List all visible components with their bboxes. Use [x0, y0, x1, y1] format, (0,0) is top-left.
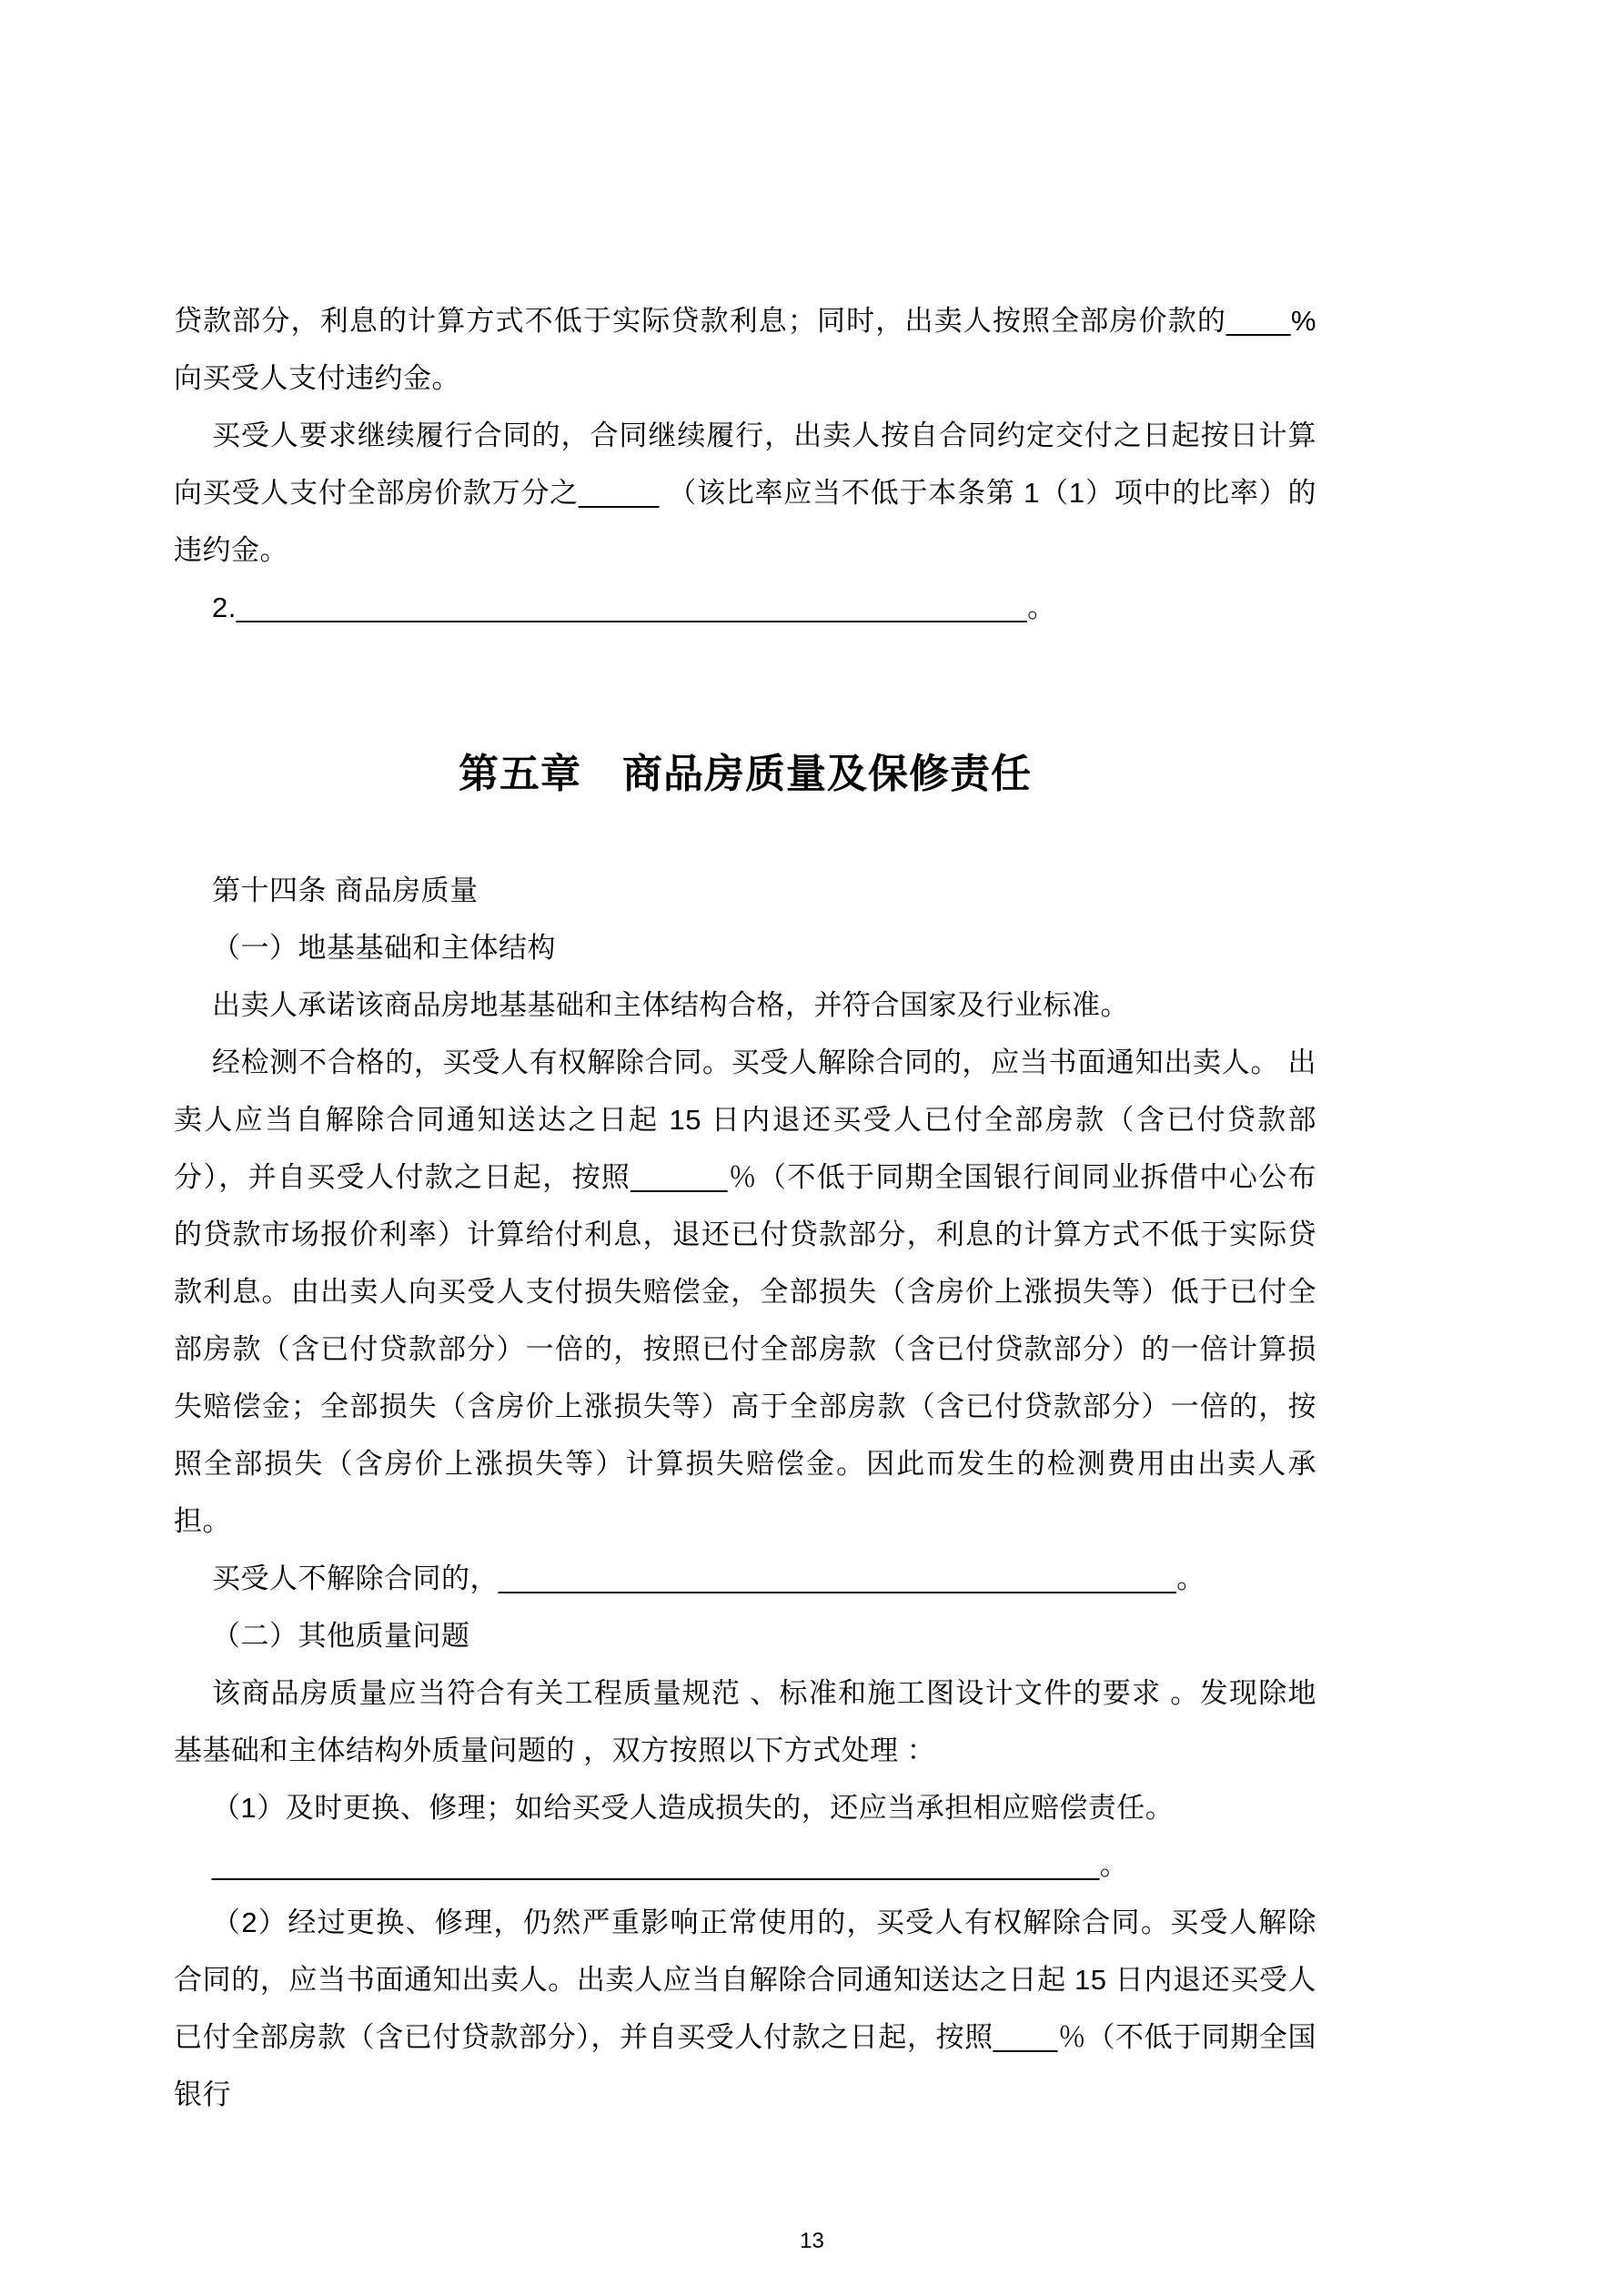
page-number: 13 [800, 2229, 824, 2253]
paragraph-continue-performance: 买受人要求继续履行合同的，合同继续履行，出卖人按自合同约定交付之日起按日计算向买受人支付全部房价款万分之_____ （该比率应当不低于本条第 1（1）项中的比率）的违约金。 [174, 420, 1316, 566]
paragraph-item-2-severe-impact: （2）经过更换、修理，仍然严重影响正常使用的，买受人有权解除合同。买受人解除合同的，应当书面通知出卖人。出卖人应当自解除合同通知送达之日起 15 日内退还买受人已付全部房款（含已付贷款部分），并自买受人付款之日起，按照____％（不低于同期全国银行 [174, 1907, 1316, 2110]
section-1-heading-foundation-structure: （一）地基基础和主体结构 [212, 932, 556, 964]
paragraph-inspection-failure-terms: 经检测不合格的，买受人有权解除合同。买受人解除合同的，应当书面通知出卖人。 出卖人应当自解除合同通知送达之日起 15 日内退还买受人已付全部房款（含已付贷款部分），并自买受人付款之日起，按照______％（不低于同期全国银行间同业拆借中心公布的贷款市场报价利率）计算给付利息，退还已付贷款部分，利息的计算方式不低于实际贷款利息。由出卖人向买受人支付损失赔偿金，全部损失（含房价上涨损失等）低于已付全部房款（含已付贷款部分）一倍的，按照已付全部房款（含已付贷款部分）的一倍计算损失赔偿金；全部损失（含房价上涨损失等）高于全部房款（含已付贷款部分）一倍的，按照全部损失（含房价上涨损失等）计算损失赔偿金。因此而发生的检测费用由出卖人承担。 [174, 1047, 1316, 1537]
section-2-heading-other-quality-issues: （二）其他质量问题 [212, 1620, 470, 1652]
paragraph-item-1-repair-replace: （1）及时更换、修理；如给买受人造成损失的，还应当承担相应赔偿责任。 [212, 1792, 1175, 1824]
article-14-heading: 第十四条 商品房质量 [212, 875, 479, 906]
paragraph-no-rescission-blank: 买受人不解除合同的，__________________________________________。 [212, 1563, 1205, 1594]
contract-body [174, 292, 1316, 2123]
page-footer [0, 2229, 1624, 2254]
paragraph-loan-penalty-carryover: 贷款部分，利息的计算方式不低于实际贷款利息；同时，出卖人按照全部房价款的____%向买受人支付违约金。 [174, 305, 1316, 394]
chapter-5-title: 第五章 商品房质量及保修责任 [459, 752, 1032, 796]
paragraph-item-2-blank-line: 2._________________________________________________。 [212, 592, 1056, 623]
paragraph-seller-commitment: 出卖人承诺该商品房地基基础和主体结构合格，并符合国家及行业标准。 [212, 989, 1129, 1021]
paragraph-quality-standards-intro: 该商品房质量应当符合有关工程质量规范 、标准和施工图设计文件的要求 。发现除地基基础和主体结构外质量问题的 ，双方按照以下方式处理 ： [174, 1677, 1316, 1766]
paragraph-item-1-blank-line: _______________________________________________________。 [212, 1849, 1129, 1881]
